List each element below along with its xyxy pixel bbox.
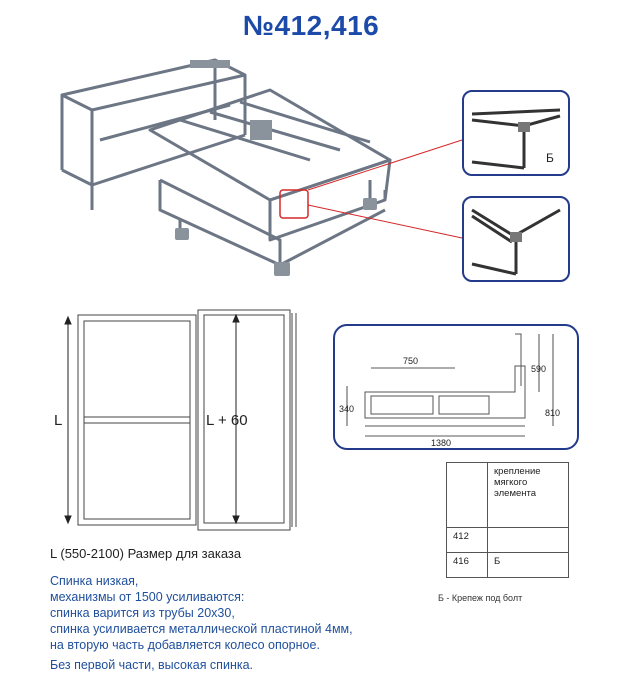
dim-1380: 1380 (431, 438, 452, 448)
page-title: №412,416 (242, 10, 380, 41)
spec-table (446, 462, 569, 578)
description-last-line: Без первой части, высокая спинка. (50, 658, 254, 672)
dim-left-label: L (54, 412, 63, 429)
detail-inset-standard (462, 196, 570, 282)
table-row: 412 (447, 528, 569, 553)
dim-right-label: L + 60 (206, 412, 248, 429)
dim-750: 750 (403, 356, 419, 366)
detail-inset-b (462, 90, 570, 176)
legend-note: Б - Крепеж под болт (438, 593, 523, 603)
description-line: спинка варится из трубы 20х30, (50, 606, 235, 620)
description-line: Спинка низкая, (50, 574, 139, 588)
dim-590: 590 (531, 364, 547, 374)
dim-340: 340 (339, 404, 355, 414)
top-view-drawing (48, 305, 308, 545)
table-header: крепление мягкого элемента (488, 463, 569, 528)
size-note: L (550-2100) Размер для заказа (50, 546, 242, 561)
dim-810: 810 (545, 408, 561, 418)
description-line: механизмы от 1500 усиливаются: (50, 590, 245, 604)
side-view-inset (333, 324, 579, 450)
description-line: на вторую часть добавляется колесо опорное. (50, 638, 320, 652)
description-line: спинка усиливается металлической пластиной 4мм, (50, 622, 353, 636)
table-row: 416 Б (447, 553, 569, 578)
description-block (50, 573, 570, 673)
detail-label-b: Б (546, 151, 554, 165)
